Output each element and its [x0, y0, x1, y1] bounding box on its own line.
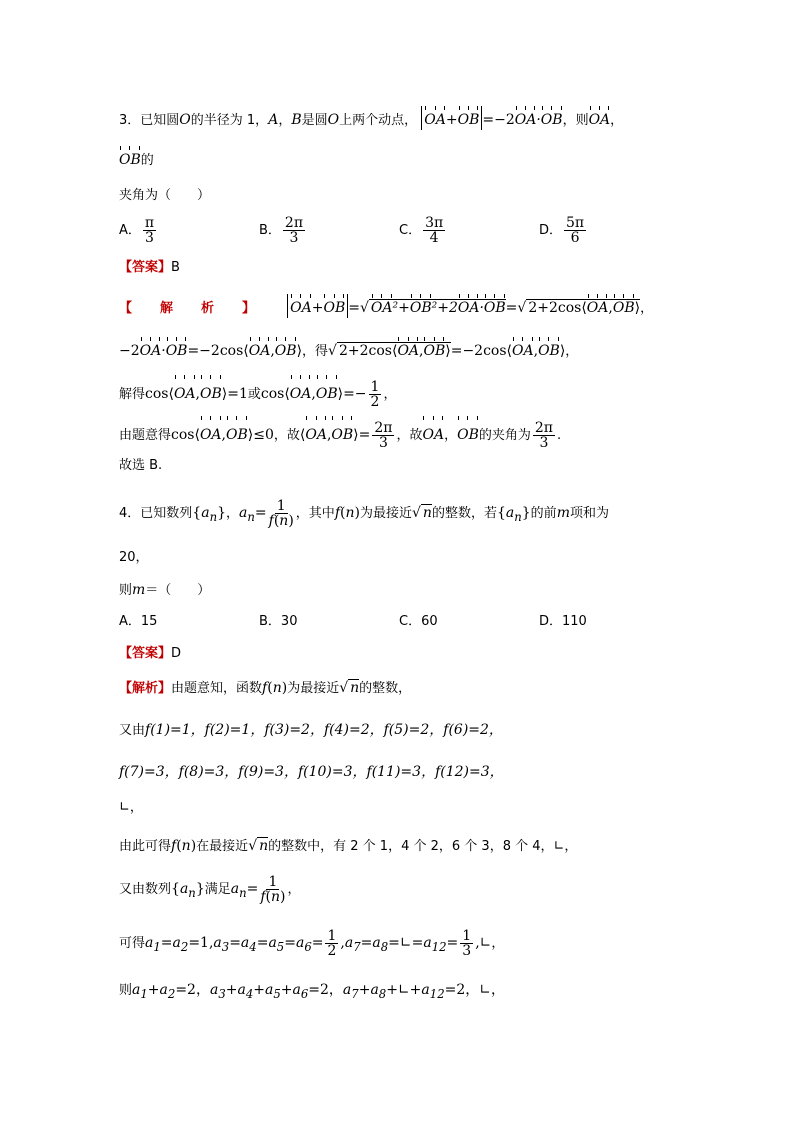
q3-text: 上两个动点， — [339, 113, 418, 128]
q4-analysis-ellipsis: ∟， — [119, 800, 143, 815]
vector-OA: OA — [589, 106, 611, 130]
q3-analysis-line4: 由题意得cos⟨OA,OB⟩≤0，故⟨OA,OB⟩= $\frac{2\pi}{3}$ ，故OA，OB的夹角为 $\frac{2\pi}{3}$ . — [119, 416, 734, 451]
q3-text: 是圆 — [301, 113, 328, 128]
q4-analysis-line6: 可得$a_1=a_2=1,a_3=a_4=a_5=a_6=$ $\frac{1}{2}$ $,a_7=a_8=∟=a_{12}=$ $\frac{1}{3}$ ,∟， — [119, 928, 505, 959]
q4-option-b: B．30 — [259, 614, 298, 629]
q4-analysis-line2: 又由f(1)=1，f(2)=1，f(3)=2，f(4)=2，f(5)=2，f(6)=2， — [119, 722, 503, 738]
q3-analysis-line1: 【解析】 OA+OB =√ OA²+OB²+2OA·OB=√ 2+2cos⟨OA,OB⟩， — [119, 294, 734, 319]
q4-option-a: A．15 — [119, 614, 158, 629]
q3-stem-line3 — [119, 186, 734, 206]
q3-stem-line2 — [119, 146, 734, 171]
q3-analysis-line2: −2OA·OB=−2cos⟨OA,OB⟩，得√ 2+2cos⟨OA,OB⟩=−2cos⟨OA,OB⟩， — [119, 337, 734, 362]
q3-option-d: D． $\frac{5\pi}{6}$ — [539, 215, 585, 246]
math-O: O — [179, 112, 191, 128]
q3-analysis-line3: 解得cos⟨OA,OB⟩=1或cos⟨OA,OB⟩=− $\frac{1}{2}$ ， — [119, 375, 734, 410]
q3-conclusion: 故选 B. — [119, 458, 163, 473]
q4-option-c: C．60 — [399, 614, 438, 629]
q3-answer — [119, 258, 734, 278]
q3-options — [119, 216, 734, 246]
math-A: A — [268, 112, 279, 128]
q4-analysis-line4: 由此可得f(n)在最接近√ n的整数中，有 2 个 1，4 个 2，6 个 3，8 个 4，∟， — [119, 838, 578, 854]
answer-tag: 【答案】 — [119, 260, 172, 275]
q3-text: 夹角为（ ） — [119, 188, 211, 203]
q3-option-b: B． $\frac{2\pi}{3}$ — [259, 215, 304, 246]
q3-number: 3． — [119, 113, 141, 128]
q4-number: 4． — [119, 506, 141, 521]
math-B: B — [291, 112, 302, 128]
q4-stem: 4．已知数列$\{a_n\}$，$a_n=$ $\frac{1}{f(n)}$ ，其中f(n)为最接近√ n的整数，若$\{a_n\}$的前m项和为 — [119, 498, 609, 529]
answer-value: B — [171, 260, 180, 275]
analysis-tag: 【解析】 — [119, 681, 172, 696]
q3-text: ， — [278, 113, 292, 128]
q4-analysis-line1: 【解析】由题意知，函数f(n)为最接近√ n的整数， — [119, 680, 412, 696]
analysis-tag: 【解析】 — [119, 301, 284, 316]
q4-analysis-line7: 则$a_1+a_2=2$，$a_3+a_4+a_5+a_6=2$，$a_7+a_8+∟+a_{12}=2$，∟， — [119, 982, 505, 1001]
q4-analysis-line3: f(7)=3，f(8)=3，f(9)=3，f(10)=3，f(11)=3，f(12)=3， — [119, 764, 504, 780]
q4-option-d: D．110 — [539, 614, 587, 629]
vector-OB: OB — [119, 146, 141, 170]
q3-option-c: C． $\frac{3\pi}{4}$ — [399, 215, 444, 246]
math-O: O — [327, 112, 340, 128]
vector-sum-abs: OA+OB — [421, 106, 482, 130]
q3-option-a: A． $\frac{\pi}{3}$ — [119, 215, 155, 246]
q3-stem: 3．已知圆O的半径为 1，A，B是圆O上两个动点， OA+OB =−2OA·OB，则OA， — [119, 106, 734, 131]
answer-tag: 【答案】 — [119, 646, 172, 661]
q4-stem-line3: 则m＝（ ） — [119, 582, 211, 598]
q3-text: 的 — [140, 153, 154, 168]
q3-text: 已知圆 — [140, 113, 180, 128]
answer-value: D — [171, 646, 182, 661]
q4-analysis-line5: 又由数列$\{a_n\}$满足$a_n=$ $\frac{1}{f(n)}$ ， — [119, 874, 301, 905]
q4-answer — [119, 644, 734, 664]
q4-stem-line2: 20， — [119, 550, 149, 565]
q3-text: ，则 — [562, 113, 589, 128]
q3-text: 的半径为 1， — [190, 113, 269, 128]
q4-options — [119, 612, 734, 632]
